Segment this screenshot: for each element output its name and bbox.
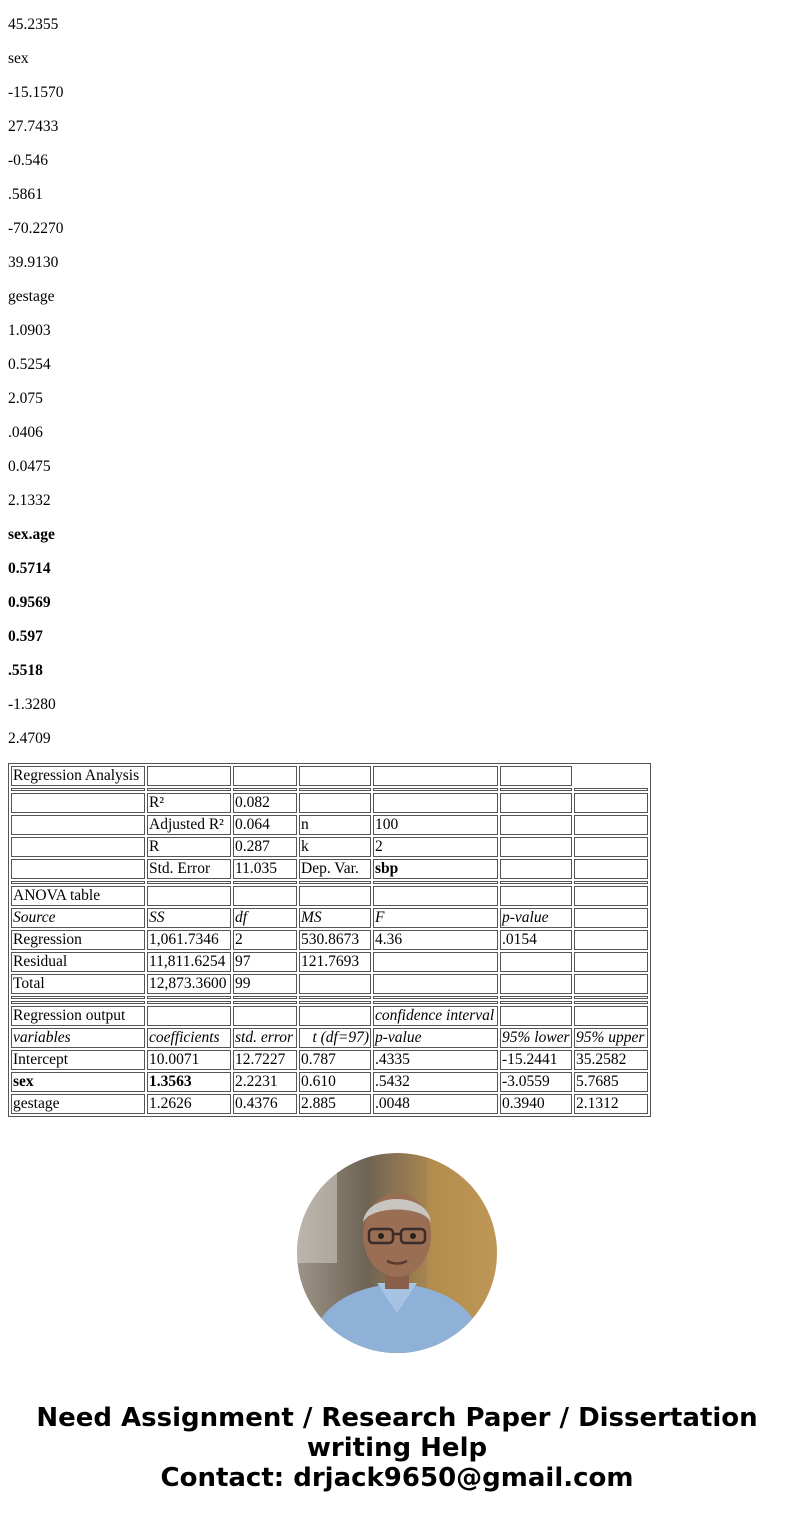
- text-line: -1.3280: [8, 696, 56, 713]
- table-cell: 95% lower: [500, 1028, 572, 1048]
- text-lines: [8, 16, 794, 748]
- table-cell: F: [373, 908, 498, 928]
- table-cell: std. error: [233, 1028, 297, 1048]
- k-label: k: [299, 837, 371, 857]
- table-cell: 99: [233, 974, 297, 994]
- table-cell: 2.885: [299, 1094, 371, 1114]
- table-cell: Residual: [11, 952, 145, 972]
- contact-banner: [0, 1403, 794, 1493]
- table-cell: 1.3563: [147, 1072, 231, 1092]
- text-line: 0.0475: [8, 458, 51, 475]
- dep-var-value: sbp: [373, 859, 498, 879]
- r2-label: R²: [147, 793, 231, 813]
- table-cell: [373, 974, 498, 994]
- table-cell: variables: [11, 1028, 145, 1048]
- table-cell: p-value: [373, 1028, 498, 1048]
- table-cell: .0154: [500, 930, 572, 950]
- table-cell: .4335: [373, 1050, 498, 1070]
- dep-var-label: Dep. Var.: [299, 859, 371, 879]
- table-cell: coefficients: [147, 1028, 231, 1048]
- text-line: .5861: [8, 186, 43, 203]
- table-cell: 2.1312: [574, 1094, 648, 1114]
- table-cell: 2: [233, 930, 297, 950]
- table-cell: p-value: [500, 908, 572, 928]
- table-title: Regression Analysis: [11, 766, 145, 786]
- text-line: gestage: [8, 288, 55, 305]
- text-line: sex: [8, 50, 29, 67]
- table-cell: 0.4376: [233, 1094, 297, 1114]
- table-cell: 0.610: [299, 1072, 371, 1092]
- regression-table: [8, 763, 651, 1117]
- table-cell: 530.8673: [299, 930, 371, 950]
- text-line: 27.7433: [8, 118, 59, 135]
- adj-r2-label: Adjusted R²: [147, 815, 231, 835]
- r-label: R: [147, 837, 231, 857]
- table-cell: -3.0559: [500, 1072, 572, 1092]
- table-cell: 4.36: [373, 930, 498, 950]
- table-cell: [373, 952, 498, 972]
- text-line: 0.5254: [8, 356, 51, 373]
- table-cell: 97: [233, 952, 297, 972]
- table-cell: 12,873.3600: [147, 974, 231, 994]
- banner-line-3: Contact: drjack9650@gmail.com: [160, 1463, 634, 1493]
- table-cell: .5432: [373, 1072, 498, 1092]
- text-line: 2.1332: [8, 492, 51, 509]
- output-row: [11, 1072, 648, 1092]
- std-error-label: Std. Error: [147, 859, 231, 879]
- anova-title: ANOVA table: [11, 886, 145, 906]
- banner-line-2: writing Help: [306, 1433, 488, 1463]
- table-cell: SS: [147, 908, 231, 928]
- std-error-value: 11.035: [233, 859, 297, 879]
- text-line: 0.9569: [8, 594, 51, 611]
- banner-line-1: Need Assignment / Research Paper / Dissertation: [36, 1403, 758, 1433]
- n-label: n: [299, 815, 371, 835]
- table-cell: 5.7685: [574, 1072, 648, 1092]
- text-line: -0.546: [8, 152, 49, 169]
- table-cell: 2.2231: [233, 1072, 297, 1092]
- table-cell: sex: [11, 1072, 145, 1092]
- anova-row: [11, 930, 648, 950]
- table-cell: 12.7227: [233, 1050, 297, 1070]
- r2-value: 0.082: [233, 793, 297, 813]
- table-cell: .0048: [373, 1094, 498, 1114]
- text-line: 2.4709: [8, 730, 51, 747]
- r-value: 0.287: [233, 837, 297, 857]
- text-line: 39.9130: [8, 254, 59, 271]
- table-cell: 95% upper: [574, 1028, 648, 1048]
- output-row: [11, 1050, 648, 1070]
- text-line: .0406: [8, 424, 43, 441]
- table-cell: [500, 952, 572, 972]
- table-cell: Regression: [11, 930, 145, 950]
- table-cell: [299, 974, 371, 994]
- table-cell: 121.7693: [299, 952, 371, 972]
- text-line: .5518: [8, 662, 43, 679]
- anova-row: [11, 952, 648, 972]
- text-line: -15.1570: [8, 84, 64, 101]
- k-value: 2: [373, 837, 498, 857]
- table-cell: MS: [299, 908, 371, 928]
- table-cell: [500, 974, 572, 994]
- text-line: 1.0903: [8, 322, 51, 339]
- anova-header-row: [11, 908, 648, 928]
- output-row: [11, 1094, 648, 1114]
- text-line: -70.2270: [8, 220, 64, 237]
- text-line: 0.597: [8, 628, 43, 645]
- text-line: sex.age: [8, 526, 55, 543]
- table-cell: gestage: [11, 1094, 145, 1114]
- text-line: 0.5714: [8, 560, 51, 577]
- table-cell: df: [233, 908, 297, 928]
- text-line: 45.2355: [8, 16, 59, 33]
- table-cell: t (df=97): [299, 1028, 371, 1048]
- table-cell: -15.2441: [500, 1050, 572, 1070]
- table-cell: 0.3940: [500, 1094, 572, 1114]
- table-cell: Source: [11, 908, 145, 928]
- anova-row: [11, 974, 648, 994]
- n-value: 100: [373, 815, 498, 835]
- confidence-interval-label: confidence interval: [373, 1006, 498, 1026]
- table-cell: Intercept: [11, 1050, 145, 1070]
- table-cell: 11,811.6254: [147, 952, 231, 972]
- table-cell: 0.787: [299, 1050, 371, 1070]
- table-cell: 35.2582: [574, 1050, 648, 1070]
- table-cell: 1.2626: [147, 1094, 231, 1114]
- text-line: 2.075: [8, 390, 43, 407]
- table-cell: 10.0071: [147, 1050, 231, 1070]
- output-title: Regression output: [11, 1006, 145, 1026]
- table-cell: 1,061.7346: [147, 930, 231, 950]
- output-header-row: [11, 1028, 648, 1048]
- table-cell: Total: [11, 974, 145, 994]
- author-photo: [297, 1153, 497, 1353]
- adj-r2-value: 0.064: [233, 815, 297, 835]
